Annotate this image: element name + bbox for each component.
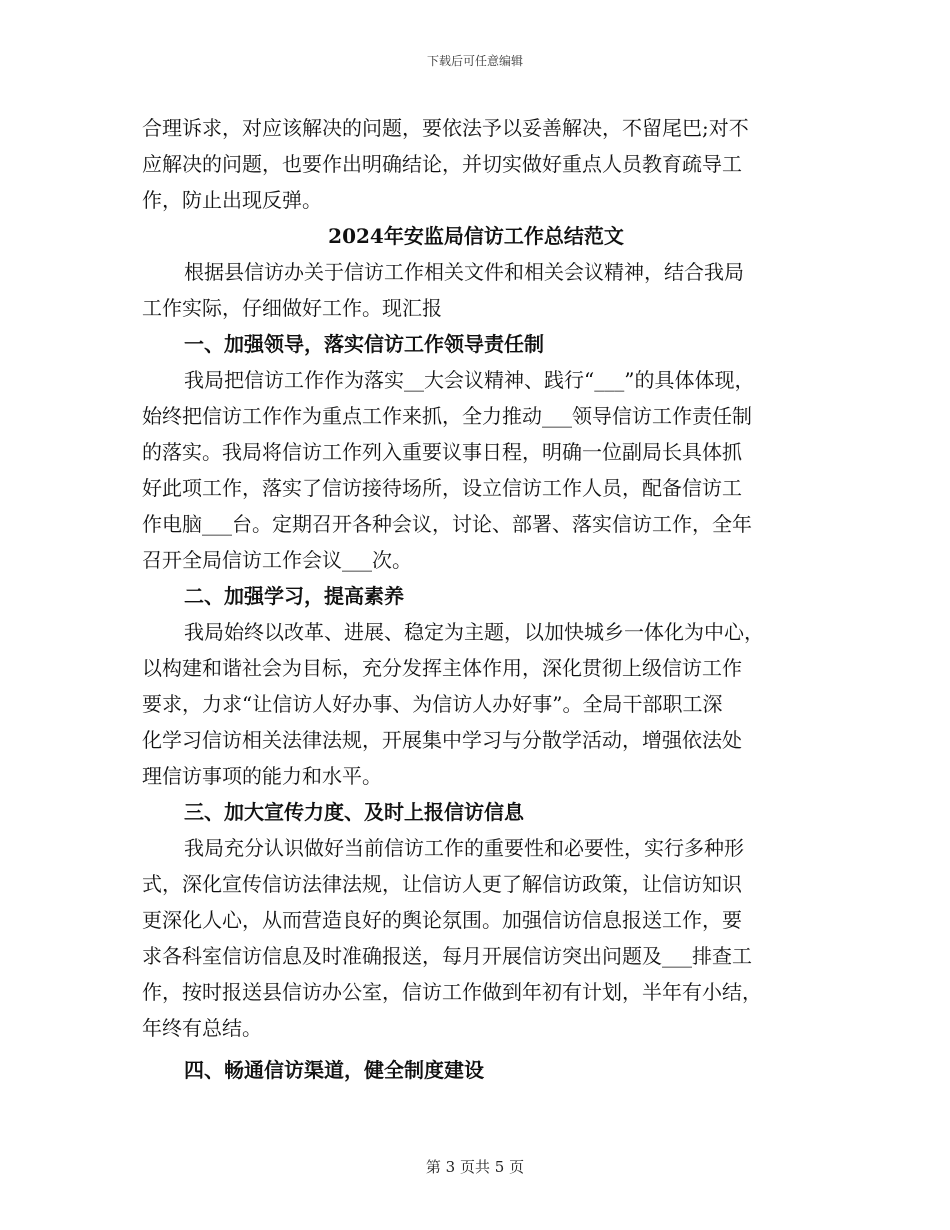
- paragraph-line: 合理诉求，对应该解决的问题，要依法予以妥善解决，不留尾巴;对不: [142, 116, 749, 140]
- paragraph-line: 我局始终以改革、进展、稳定为主题，以加快城乡一体化为中心，: [184, 620, 764, 644]
- section-heading: 一、加强领导，落实信访工作领导责任制: [184, 332, 544, 356]
- paragraph-line: 化学习信访相关法律法规，开展集中学习与分散学活动，增强依法处: [142, 728, 742, 752]
- paragraph-line: 好此项工作，落实了信访接待场所，设立信访工作人员，配备信访工: [142, 476, 742, 500]
- paragraph-line: 的落实。我局将信访工作列入重要议事日程，明确一位副局长具体抓: [142, 440, 742, 464]
- document-body: [142, 110, 810, 1088]
- paragraph-line: 作电脑___台。定期召开各种会议，讨论、部署、落实信访工作，全年: [142, 512, 752, 536]
- paragraph-line: 以构建和谐社会为目标，充分发挥主体作用，深化贯彻上级信访工作: [142, 656, 742, 680]
- paragraph-line: 理信访事项的能力和水平。: [142, 764, 382, 788]
- paragraph-line: 年终有总结。: [142, 1016, 262, 1040]
- section-heading: 三、加大宣传力度、及时上报信访信息: [184, 800, 524, 824]
- paragraph-line: 作，防止出现反弹。: [142, 188, 322, 212]
- paragraph-line: 式，深化宣传信访法律法规，让信访人更了解信访政策，让信访知识: [142, 872, 742, 896]
- paragraph-line: 始终把信访工作作为重点工作来抓，全力推动___领导信访工作责任制: [142, 404, 752, 428]
- paragraph-line: 工作实际，仔细做好工作。现汇报: [142, 296, 442, 320]
- document-title: 2024年安监局信访工作总结范文: [328, 224, 624, 248]
- paragraph-line: 我局充分认识做好当前信访工作的重要性和必要性，实行多种形: [184, 836, 744, 860]
- page-footer: 第 3 页共 5 页: [425, 1158, 525, 1176]
- paragraph-line: 召开全局信访工作会议___次。: [142, 548, 412, 572]
- paragraph-line: 求各科室信访信息及时准确报送，每月开展信访突出问题及___排查工: [142, 944, 752, 968]
- section-heading: 二、加强学习，提高素养: [184, 584, 404, 608]
- page-header: 下载后可任意编辑: [426, 54, 523, 68]
- paragraph-line: 应解决的问题，也要作出明确结论，并切实做好重点人员教育疏导工: [142, 152, 742, 176]
- paragraph-line: 更深化人心，从而营造良好的舆论氛围。加强信访信息报送工作，要: [142, 908, 742, 932]
- paragraph-line: 我局把信访工作作为落实__大会议精神、践行“___”的具体体现，: [184, 368, 755, 392]
- paragraph-line: 根据县信访办关于信访工作相关文件和相关会议精神，结合我局: [184, 260, 744, 284]
- paragraph-line: 要求，力求“让信访人好办事、为信访人办好事”。全局干部职工深: [142, 692, 723, 716]
- section-heading: 四、畅通信访渠道，健全制度建设: [184, 1058, 484, 1082]
- paragraph-line: 作，按时报送县信访办公室，信访工作做到年初有计划，半年有小结，: [142, 980, 762, 1004]
